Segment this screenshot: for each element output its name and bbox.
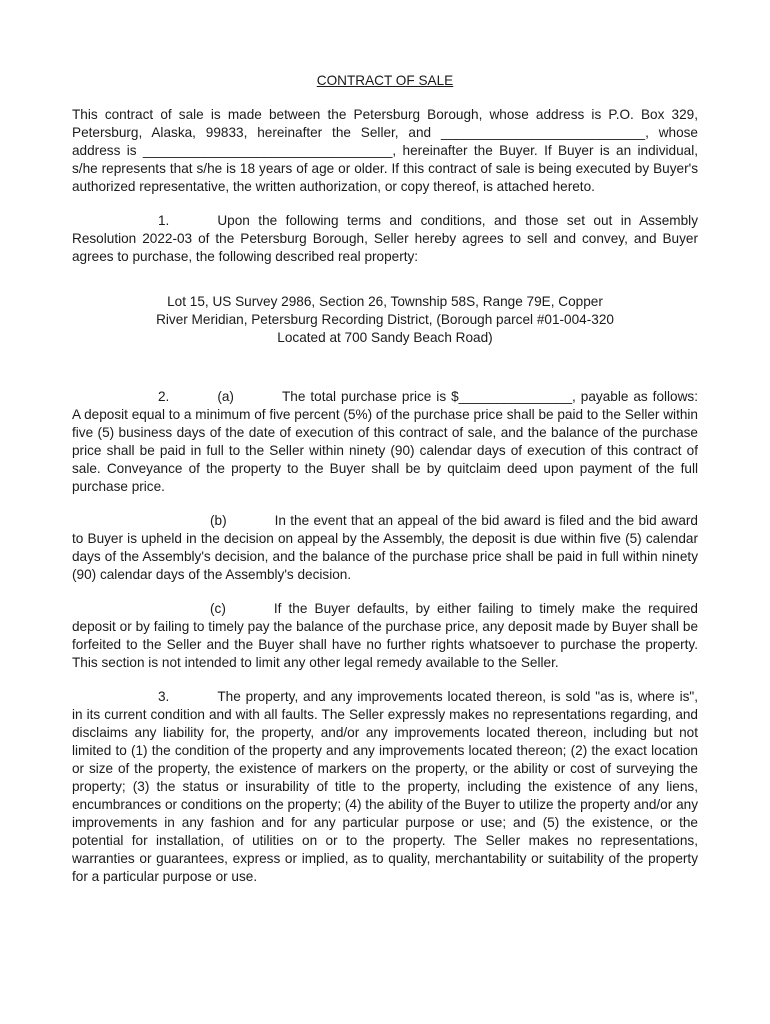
section-2b-label: (b) <box>210 513 227 528</box>
section-1-text: Upon the following terms and conditions, and those set out in Assembly Resolution 2022-03 of the Petersburg Borough, Seller hereby agrees to sell and convey, and Buyer agrees to purchase, the following described real property: <box>72 213 698 264</box>
section-2a-paragraph <box>72 388 698 496</box>
section-2c-text: If the Buyer defaults, by either failing to timely make the required deposit or by failing to timely pay the balance of the purchase price, any deposit made by Buyer shall be forfeited to the Seller and the Buyer shall have no further rights whatsoever to purchase the property. This section is not intended to limit any other legal remedy available to the Seller. <box>72 601 698 670</box>
section-2a-label: (a) <box>217 389 234 404</box>
section-3-number: 3. <box>158 689 170 704</box>
section-3-text: The property, and any improvements located thereon, is sold "as is, where is", in its current condition and with all faults. The Seller expressly makes no representations regarding, and disclaims any liability for, the property, and/or any improvements located thereon, including but not limited to (1) the condition of the property and any improvements located thereon; (2) the exact location or size of the property, the existence of markers on the property, or the ability or cost of surveying the property; (3) the status or insurability of title to the property, including the existence of any liens, encumbrances or conditions on the property; (4) the ability of the Buyer to utilize the property and/or any improvements in any fashion and for any particular purpose or use; and (5) the existence, or the potential for installation, of utilities on or to the property. The Seller makes no representations, warranties or guarantees, express or implied, as to quality, merchantability or suitability of the property for a particular purpose or use. <box>72 689 698 884</box>
document-page <box>72 72 698 886</box>
section-2b-text: In the event that an appeal of the bid award is filed and the bid award to Buyer is upheld in the decision on appeal by the Assembly, the deposit is due within five (5) calendar days of the Assembly's decision, and the balance of the purchase price shall be paid in full within ninety (90) calendar days of the Assembly's decision. <box>72 513 698 582</box>
section-2c-paragraph <box>72 600 698 672</box>
section-2a-text: The total purchase price is $_______________, payable as follows: A deposit equal to a minimum of five percent (5%) of the purchase price shall be paid to the Seller within five (5) business days of the date of execution of this contract of sale, and the balance of the purchase price shall be paid in full to the Seller within ninety (90) calendar days of execution of this contract of sale. Conveyance of the property to the Buyer shall be by quitclaim deed upon payment of the full purchase price. <box>72 389 698 494</box>
section-3-paragraph <box>72 688 698 886</box>
property-line-1: Lot 15, US Survey 2986, Section 26, Township 58S, Range 79E, Copper <box>167 294 603 309</box>
property-line-3: Located at 700 Sandy Beach Road) <box>277 330 493 345</box>
intro-paragraph: This contract of sale is made between the Petersburg Borough, whose address is P.O. Box 329, Petersburg, Alaska, 99833, hereinafter the Seller, and ___________________________, whose address is _________________________________, hereinafter the Buyer. If Buyer is an individual, s/he represents that s/he is 18 years of age or older. If this contract of sale is being executed by Buyer's authorized representative, the written authorization, or copy thereof, is attached hereto. <box>72 107 698 194</box>
section-2b-paragraph <box>72 512 698 584</box>
property-line-2: River Meridian, Petersburg Recording District, (Borough parcel #01-004-320 <box>156 312 614 327</box>
section-2-number: 2. <box>158 389 170 404</box>
property-description <box>72 293 698 347</box>
section-1-number: 1. <box>158 213 170 228</box>
section-1-paragraph <box>72 212 698 266</box>
document-title: CONTRACT OF SALE <box>316 73 454 88</box>
section-2c-label: (c) <box>210 601 226 616</box>
